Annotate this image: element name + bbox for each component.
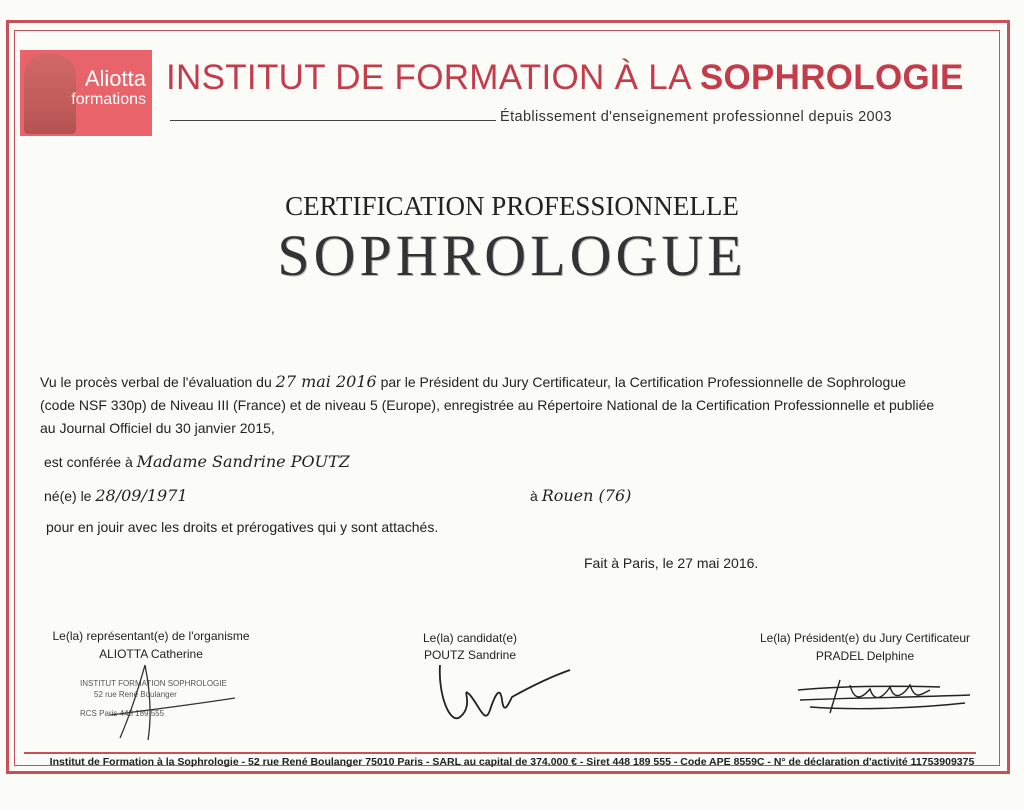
portrait-image: [24, 54, 76, 134]
recipient-name: Madame Sandrine POUTZ: [136, 452, 350, 471]
born-label: né(e) le: [44, 488, 96, 504]
org-signature-role: Le(la) représentant(e) de l'organisme: [52, 629, 250, 643]
birth-place: Rouen (76): [541, 486, 632, 505]
president-signature-role: Le(la) Président(e) du Jury Certificateur: [759, 631, 971, 645]
header-rule: [170, 120, 496, 121]
rights-line: pour en jouir avec les droits et prérogatives qui y sont attachés.: [46, 519, 439, 535]
birth-line: [44, 486, 188, 505]
certificate-title: CERTIFICATION PROFESSIONNELLE: [285, 191, 739, 221]
birth-place-line: [530, 486, 631, 505]
conferred-line: [44, 452, 350, 471]
stamp-line-2: 52 rue René Boulanger: [94, 690, 177, 699]
logo-brand-line2: formations: [71, 91, 146, 108]
body-line-2: (code NSF 330p) de Niveau III (France) et de niveau 5 (Europe), enregistrée au Répertoire National de la Certification Professionnelle et publiée: [40, 397, 935, 413]
institute-title: [166, 58, 964, 98]
president-signature-name: PRADEL Delphine: [815, 649, 915, 663]
org-signature: [90, 660, 250, 750]
evaluation-date: 27 mai 2016: [275, 372, 377, 391]
certificate-body: [40, 370, 1000, 440]
conferred-label: est conférée à: [44, 454, 137, 470]
stamp-line-3: RCS Paris 448 189 555: [80, 709, 165, 718]
president-signature: [790, 665, 990, 725]
org-signature-name: ALIOTTA Catherine: [99, 647, 203, 661]
logo-brand-line1: Aliotta: [84, 66, 146, 91]
candidate-signature-role: Le(la) candidat(e): [422, 631, 518, 645]
certificate-name: SOPHROLOGUE: [277, 223, 747, 288]
stamp-line-1: INSTITUT FORMATION SOPHROLOGIE: [80, 679, 227, 688]
candidate-signature-name: POUTZ Sandrine: [423, 648, 517, 662]
institute-subtitle: Établissement d'enseignement professionnel depuis 2003: [500, 109, 892, 125]
body-line-1: [40, 370, 1000, 394]
aliotta-logo: [20, 50, 152, 136]
body-line-3: au Journal Officiel du 30 janvier 2015,: [40, 420, 275, 436]
institute-title-bold: SOPHROLOGIE: [699, 58, 964, 97]
footer-rule: [24, 752, 976, 754]
institute-title-regular: INSTITUT DE FORMATION À LA: [166, 58, 700, 97]
footer-legal-text: Institut de Formation à la Sophrologie - 52 rue René Boulanger 75010 Paris - SARL au capital de 374.000 € - Siret 448 189 555 - Code APE 8559C - N° de déclaration d'activité 11753909375: [49, 756, 975, 768]
candidate-signature: [430, 655, 580, 745]
body-text-a: Vu le procès verbal de l'évaluation du: [40, 374, 276, 390]
birth-date: 28/09/1971: [95, 486, 188, 505]
logo-brand: [71, 68, 146, 108]
done-at-line: Fait à Paris, le 27 mai 2016.: [584, 555, 759, 571]
born-place-label: à: [530, 488, 542, 504]
body-text-b: par le Président du Jury Certificateur, la Certification Professionnelle de Sophrologue: [376, 374, 906, 390]
